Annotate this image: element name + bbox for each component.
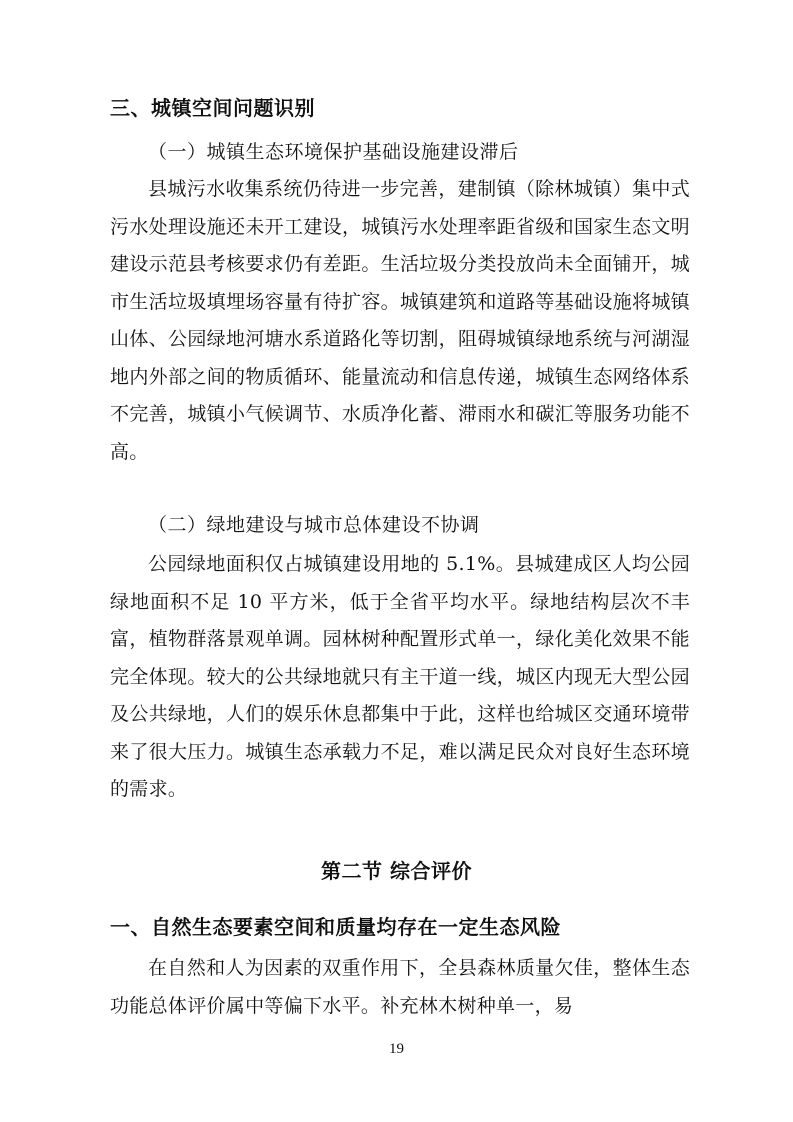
section-title-comprehensive-evaluation: 第二节 综合评价 [321, 859, 472, 883]
paragraph-forest-quality: 在自然和人为因素的双重作用下，全县森林质量欠佳，整体生态功能总体评价属中等偏下水平。补充林木树种单一，易 [110, 957, 690, 1017]
heading-ecological-risk: 一、自然生态要素空间和质量均存在一定生态风险 [110, 915, 561, 939]
paragraph-infrastructure: 县城污水收集系统仍待进一步完善，建制镇（除林城镇）集中式污水处理设施还未开工建设，城镇污水处理率距省级和国家生态文明建设示范县考核要求仍有差距。生活垃圾分类投放尚未全面铺开，城市生活垃圾填埋场容量有待扩容。城镇建筑和道路等基础设施将城镇山体、公园绿地河塘水系道路化等切割，阻碍城镇绿地系统与河湖湿地内外部之间的物质循环、能量流动和信息传递，城镇生态网络体系不完善，城镇小气候调节、水质净化蓄、滞雨水和碳汇等服务功能不高。 [110, 178, 690, 463]
subheading-infrastructure-lag: （一）城镇生态环境保护基础设施建设滞后 [148, 141, 519, 163]
paragraph-greenland: 公园绿地面积仅占城镇建设用地的 5.1%。县城建成区人均公园绿地面积不足 10 平方米，低于全省平均水平。绿地结构层次不丰富，植物群落景观单调。园林树种配置形式单一，绿化美化效果不能完全体现。较大的公共绿地就只有主干道一线，城区内现无大型公园及公共绿地，人们的娱乐休息都集中于此，这样也给城区交通环境带来了很大压力。城镇生态承载力不足，难以满足民众对良好生态环境的需求。 [110, 553, 690, 800]
subheading-greenland-imbalance: （二）绿地建设与城市总体建设不协调 [148, 514, 480, 536]
page-number: 19 [389, 1041, 404, 1057]
heading-urban-space-issues: 三、城镇空间问题识别 [110, 96, 315, 120]
